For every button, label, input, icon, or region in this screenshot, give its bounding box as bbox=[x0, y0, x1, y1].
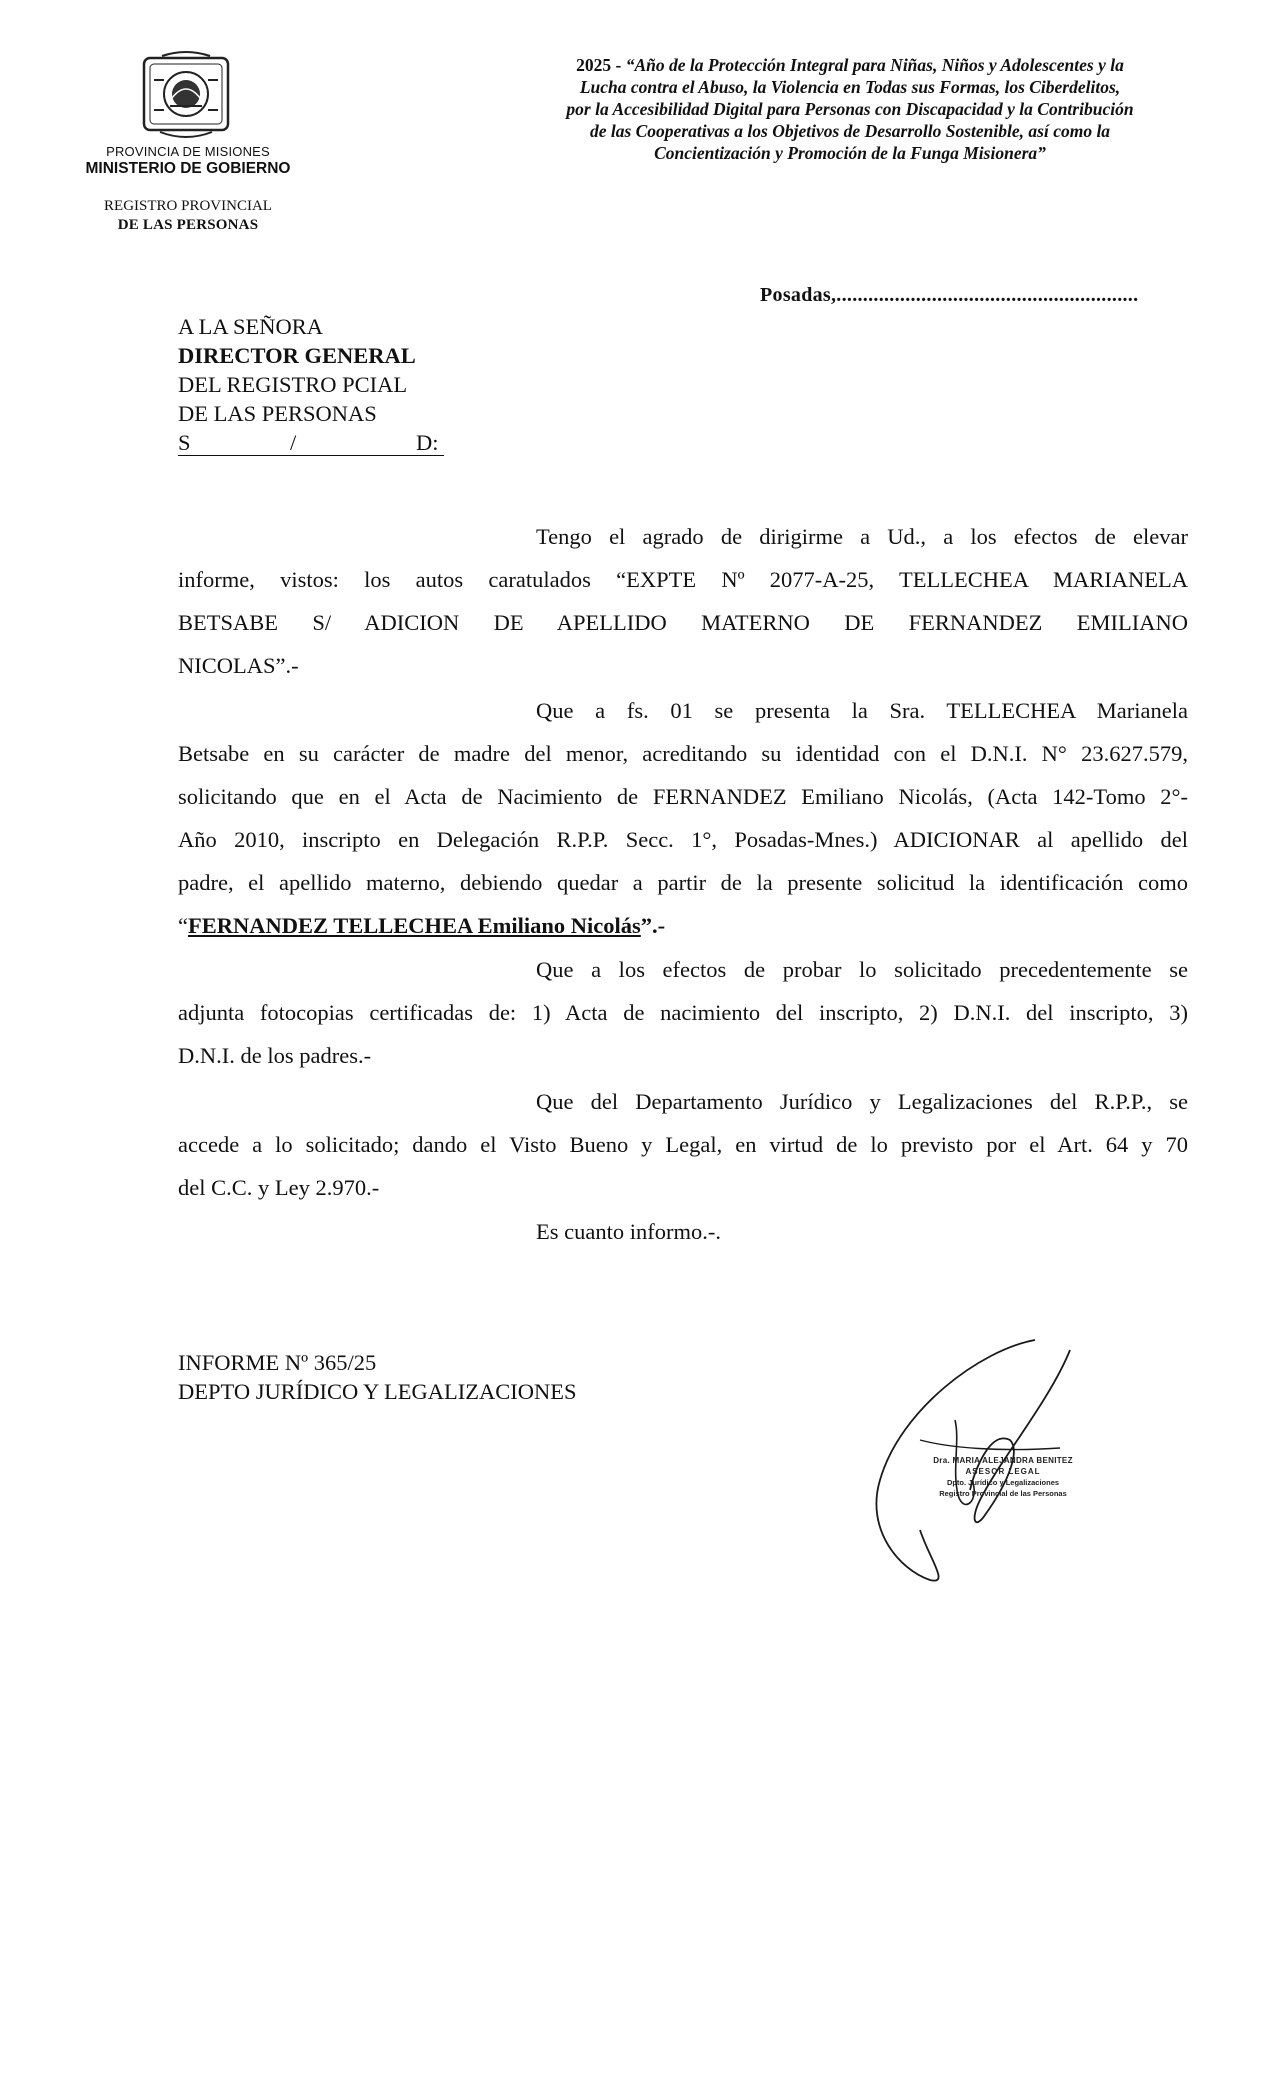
addressee-salutation: A LA SEÑORA bbox=[178, 314, 324, 339]
body-line: Que del Departamento Jurídico y Legalizaciones del R.P.P., se bbox=[536, 1089, 1188, 1114]
sd-s: S bbox=[178, 430, 191, 455]
body-line: Tengo el agrado de dirigirme a Ud., a los efectos de elevar bbox=[536, 524, 1188, 549]
addressee-office-cont: DE LAS PERSONAS bbox=[178, 401, 377, 426]
body-line: informe, vistos: los autos caratulados “EXPTE Nº 2077-A-25, TELLECHEA MARIANELA bbox=[178, 567, 1188, 592]
closing-line: Es cuanto informo.-. bbox=[536, 1219, 721, 1244]
body-line: Año 2010, inscripto en Delegación R.P.P. Secc. 1°, Posadas-Mnes.) ADICIONAR al apellido del bbox=[178, 827, 1188, 852]
sd-slash: / bbox=[290, 430, 297, 455]
motto-line: de las Cooperativas a los Objetivos de Desarrollo Sostenible, así como la bbox=[589, 121, 1111, 141]
body-line: Betsabe en su carácter de madre del menor, acreditando su identidad con el D.N.I. N° 23.627.579, bbox=[178, 741, 1188, 766]
motto-line: por la Accesibilidad Digital para Personas con Discapacidad y la Contribución bbox=[566, 99, 1134, 119]
addressee-office: DEL REGISTRO PCIAL bbox=[178, 372, 408, 397]
signer-registry: Registro Provincial de las Personas bbox=[939, 1489, 1067, 1498]
body-line: NICOLAS”.- bbox=[178, 653, 299, 678]
resulting-full-name: FERNANDEZ TELLECHEA Emiliano Nicolás bbox=[188, 913, 641, 938]
department-name: DEPTO JURÍDICO Y LEGALIZACIONES bbox=[178, 1379, 577, 1404]
official-year-motto bbox=[490, 54, 1210, 164]
registry-name-line1: REGISTRO PROVINCIAL bbox=[104, 198, 272, 214]
quote-close: ”.- bbox=[640, 913, 666, 938]
motto-line bbox=[490, 54, 1210, 76]
report-number: INFORME Nº 365/25 bbox=[178, 1350, 377, 1375]
ministry-name: MINISTERIO DE GOBIERNO bbox=[85, 160, 291, 177]
sd-d: D: bbox=[416, 430, 439, 455]
motto-year: 2025 - bbox=[576, 55, 626, 75]
signer-dept: Dpto. Jurídico y Legalizaciones bbox=[946, 1478, 1060, 1487]
body-line: D.N.I. de los padres.- bbox=[178, 1043, 372, 1068]
body-line: adjunta fotocopias certificadas de: 1) Acta de nacimiento del inscripto, 2) D.N.I. del inscripto, 3) bbox=[178, 1000, 1188, 1025]
signer-name: Dra. MARIA ALEJANDRA BENITEZ bbox=[933, 1456, 1073, 1465]
body-line: Que a los efectos de probar lo solicitado precedentemente se bbox=[536, 957, 1188, 982]
motto-text: “Año de la Protección Integral para Niñas, Niños y Adolescentes y la bbox=[625, 55, 1124, 75]
addressee-sd bbox=[178, 428, 444, 456]
body-line: padre, el apellido materno, debiendo quedar a partir de la presente solicitud la identificación como bbox=[178, 870, 1188, 895]
body-line: accede a lo solicitado; dando el Visto Bueno y Legal, en virtud de lo previsto por el Art. 64 y 70 bbox=[178, 1132, 1188, 1157]
province-seal-logo bbox=[140, 50, 232, 142]
addressee-title: DIRECTOR GENERAL bbox=[178, 343, 416, 368]
registry-name-line2: DE LAS PERSONAS bbox=[117, 217, 259, 233]
body-line: Que a fs. 01 se presenta la Sra. TELLECHEA Marianela bbox=[536, 698, 1188, 723]
signer-role: ASESOR LEGAL bbox=[965, 1467, 1041, 1476]
quote-open: “ bbox=[178, 913, 188, 938]
place-date: Posadas,......................................................... bbox=[760, 284, 1139, 306]
body-line: solicitando que en el Acta de Nacimiento de FERNANDEZ Emiliano Nicolás, (Acta 142-Tomo 2°- bbox=[178, 784, 1188, 809]
province-name: PROVINCIA DE MISIONES bbox=[106, 144, 270, 159]
motto-line: Concientización y Promoción de la Funga Misionera” bbox=[654, 143, 1046, 163]
motto-line: Lucha contra el Abuso, la Violencia en Todas sus Formas, los Ciberdelitos, bbox=[579, 77, 1121, 97]
resulting-name-line bbox=[178, 911, 1188, 941]
body-line: BETSABE S/ ADICION DE APELLIDO MATERNO DE FERNANDEZ EMILIANO bbox=[178, 610, 1188, 635]
body-line: del C.C. y Ley 2.970.- bbox=[178, 1175, 380, 1200]
